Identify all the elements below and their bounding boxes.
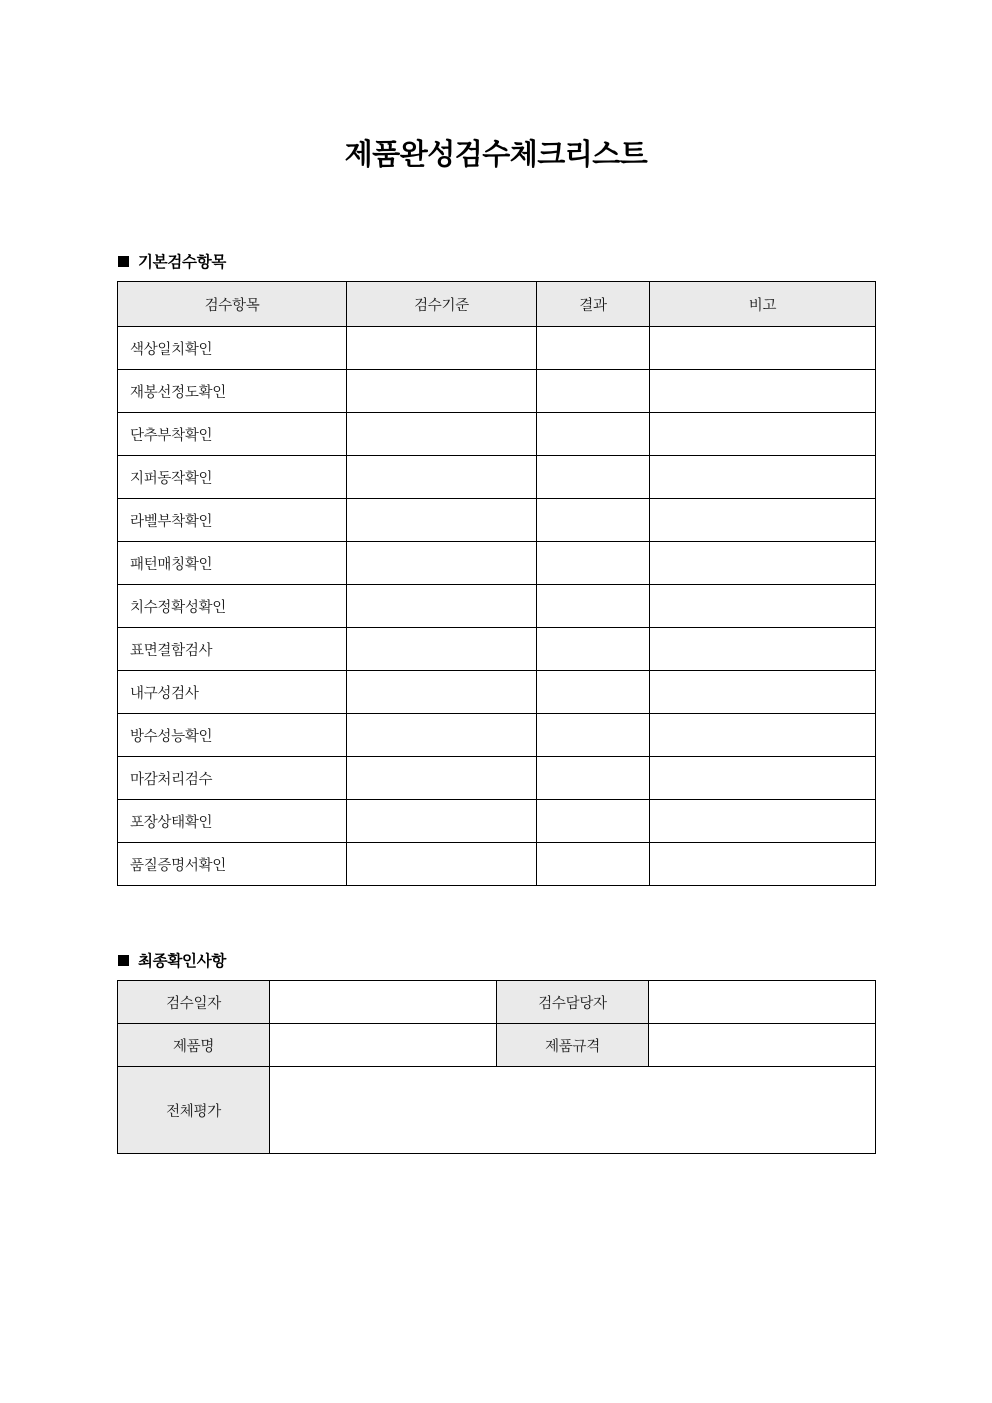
column-header-result: 결과 — [537, 282, 650, 327]
cell-result[interactable] — [537, 585, 650, 628]
cell-result[interactable] — [537, 327, 650, 370]
cell-item: 표면결함검사 — [118, 628, 347, 671]
cell-standard[interactable] — [347, 542, 537, 585]
cell-standard[interactable] — [347, 800, 537, 843]
field-overall-evaluation[interactable] — [270, 1067, 876, 1154]
cell-remark[interactable] — [650, 327, 876, 370]
cell-item: 내구성검사 — [118, 671, 347, 714]
cell-standard[interactable] — [347, 843, 537, 886]
cell-standard[interactable] — [347, 370, 537, 413]
cell-remark[interactable] — [650, 628, 876, 671]
cell-standard[interactable] — [347, 413, 537, 456]
cell-result[interactable] — [537, 370, 650, 413]
cell-remark[interactable] — [650, 456, 876, 499]
cell-result[interactable] — [537, 714, 650, 757]
table-header-row — [118, 282, 876, 327]
table-row — [118, 327, 876, 370]
cell-remark[interactable] — [650, 499, 876, 542]
cell-result[interactable] — [537, 456, 650, 499]
cell-item: 지퍼동작확인 — [118, 456, 347, 499]
cell-item: 품질증명서확인 — [118, 843, 347, 886]
cell-result[interactable] — [537, 499, 650, 542]
label-inspection-date: 검수일자 — [118, 981, 270, 1024]
table-row — [118, 499, 876, 542]
cell-remark[interactable] — [650, 585, 876, 628]
column-header-item: 검수항목 — [118, 282, 347, 327]
field-product-specification[interactable] — [649, 1024, 876, 1067]
cell-item: 라벨부착확인 — [118, 499, 347, 542]
cell-remark[interactable] — [650, 757, 876, 800]
cell-remark[interactable] — [650, 671, 876, 714]
filled-square-bullet-icon — [118, 256, 129, 267]
table-row — [118, 585, 876, 628]
filled-square-bullet-icon — [118, 955, 129, 966]
table-row — [118, 370, 876, 413]
table-row — [118, 843, 876, 886]
cell-standard[interactable] — [347, 714, 537, 757]
cell-result[interactable] — [537, 413, 650, 456]
cell-remark[interactable] — [650, 714, 876, 757]
cell-item: 마감처리검수 — [118, 757, 347, 800]
cell-result[interactable] — [537, 628, 650, 671]
cell-standard[interactable] — [347, 499, 537, 542]
section-heading-label: 기본검수항목 — [138, 253, 227, 272]
cell-remark[interactable] — [650, 542, 876, 585]
column-header-remark: 비고 — [650, 282, 876, 327]
final-confirmation-table — [117, 980, 876, 1154]
section-final-confirmation — [0, 949, 992, 1154]
cell-standard[interactable] — [347, 585, 537, 628]
section-heading-final-confirmation — [0, 949, 992, 971]
cell-result[interactable] — [537, 800, 650, 843]
table-row — [118, 542, 876, 585]
cell-item: 포장상태확인 — [118, 800, 347, 843]
label-inspector: 검수담당자 — [497, 981, 649, 1024]
cell-item: 패턴매칭확인 — [118, 542, 347, 585]
table-row — [118, 628, 876, 671]
cell-standard[interactable] — [347, 757, 537, 800]
table-row — [118, 714, 876, 757]
label-product-name: 제품명 — [118, 1024, 270, 1067]
field-inspection-date[interactable] — [270, 981, 497, 1024]
table-row — [118, 981, 876, 1024]
table-row — [118, 1024, 876, 1067]
cell-result[interactable] — [537, 843, 650, 886]
cell-item: 단추부착확인 — [118, 413, 347, 456]
cell-standard[interactable] — [347, 327, 537, 370]
section-heading-basic-inspection — [0, 250, 992, 272]
cell-remark[interactable] — [650, 843, 876, 886]
column-header-standard: 검수기준 — [347, 282, 537, 327]
cell-standard[interactable] — [347, 671, 537, 714]
cell-standard[interactable] — [347, 456, 537, 499]
cell-result[interactable] — [537, 542, 650, 585]
cell-remark[interactable] — [650, 370, 876, 413]
cell-result[interactable] — [537, 757, 650, 800]
table-row — [118, 671, 876, 714]
table-row — [118, 456, 876, 499]
table-row — [118, 757, 876, 800]
section-basic-inspection — [0, 250, 992, 886]
field-inspector[interactable] — [649, 981, 876, 1024]
label-overall-evaluation: 전체평가 — [118, 1067, 270, 1154]
cell-remark[interactable] — [650, 413, 876, 456]
cell-remark[interactable] — [650, 800, 876, 843]
inspection-items-table — [117, 281, 876, 886]
section-heading-label: 최종확인사항 — [138, 952, 227, 971]
cell-item: 치수정확성확인 — [118, 585, 347, 628]
table-row — [118, 413, 876, 456]
label-product-specification: 제품규격 — [497, 1024, 649, 1067]
cell-item: 색상일치확인 — [118, 327, 347, 370]
cell-result[interactable] — [537, 671, 650, 714]
page-title: 제품완성검수체크리스트 — [344, 137, 648, 171]
table-row — [118, 1067, 876, 1154]
cell-item: 재봉선정도확인 — [118, 370, 347, 413]
table-row — [118, 800, 876, 843]
field-product-name[interactable] — [270, 1024, 497, 1067]
cell-standard[interactable] — [347, 628, 537, 671]
cell-item: 방수성능확인 — [118, 714, 347, 757]
